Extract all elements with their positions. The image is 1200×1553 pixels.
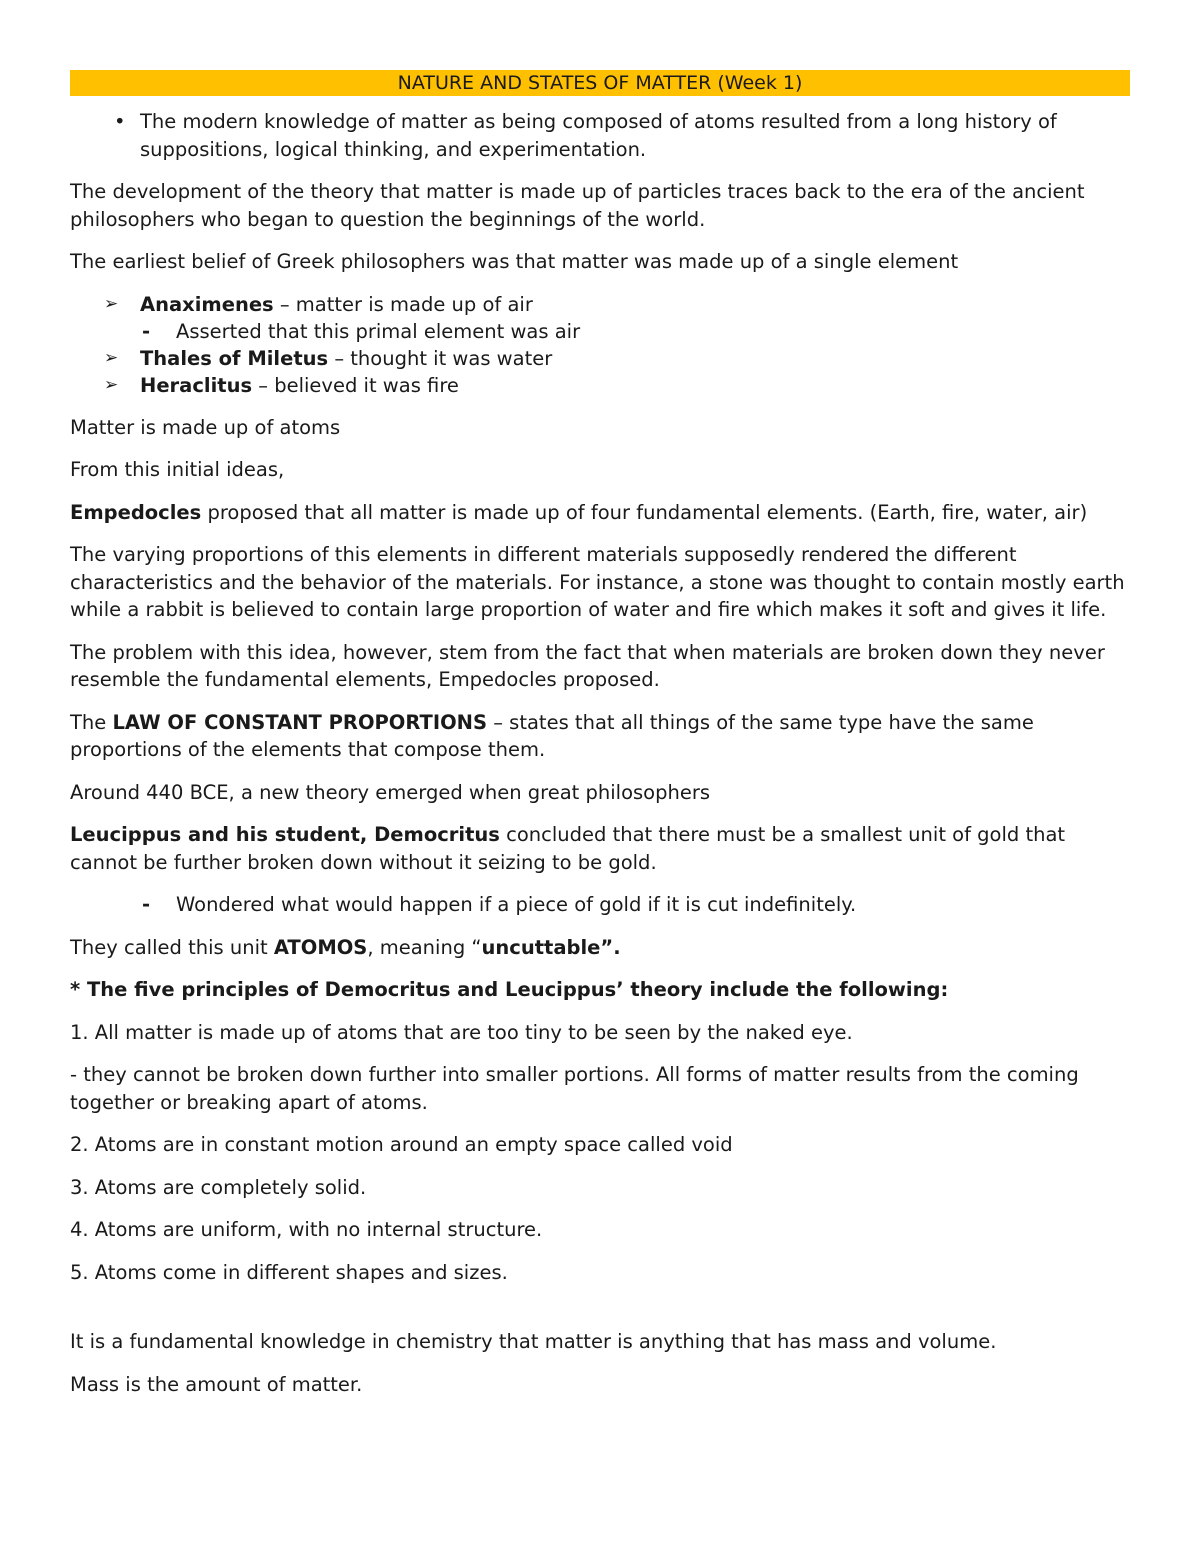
paragraph-empedocles	[70, 499, 1130, 527]
wondered-text: Wondered what would happen if a piece of gold if it is cut indefinitely.	[176, 893, 857, 916]
subitem-text: Asserted that this primal element was air	[176, 319, 581, 343]
philosopher-desc: – believed it was fire	[252, 373, 459, 397]
blank-line	[70, 1301, 1130, 1328]
list-item-anaximenes	[70, 291, 1130, 318]
arrow-bullet-icon: ➢	[104, 374, 119, 395]
law-text: – states that all things of the same type have the same proportions of the elements that compose them.	[70, 710, 1034, 761]
law-name: LAW OF CONSTANT PROPORTIONS	[112, 710, 488, 734]
principles-heading	[70, 976, 1130, 1004]
list-subitem-anaximenes	[70, 318, 1130, 345]
dash-bullet-icon: -	[142, 893, 151, 916]
paragraph-development: The development of the theory that matter is made up of particles traces back to the era of the ancient philosophers who began to question the beginnings of the world.	[70, 180, 1085, 231]
principle-5: 5. Atoms come in different shapes and sizes.	[70, 1260, 508, 1284]
intro-bullet-text: The modern knowledge of matter as being composed of atoms resulted from a long history of suppositions, logical thinking, and experimentation.	[140, 110, 1057, 161]
paragraph-atoms: Matter is made up of atoms	[70, 415, 341, 439]
philosopher-name: Thales of Miletus	[140, 346, 329, 370]
principle-2: 2. Atoms are in constant motion around an empty space called void	[70, 1133, 733, 1156]
paragraph-atomos	[70, 934, 1130, 962]
philosopher-desc: – thought it was water	[328, 346, 553, 370]
arrow-bullet-icon: ➢	[104, 293, 119, 314]
atomos-prefix: They called this unit	[70, 935, 274, 959]
principle-1-detail: - they cannot be broken down further into smaller portions. All forms of matter results from the coming together or breaking apart of atoms.	[70, 1063, 1079, 1114]
paragraph-mass: Mass is the amount of matter.	[70, 1372, 363, 1396]
principle-3: 3. Atoms are completely solid.	[70, 1175, 367, 1199]
law-prefix: The	[70, 710, 113, 734]
paragraph-earliest-belief: The earliest belief of Greek philosophers was that matter was made up of a single element	[70, 250, 959, 273]
paragraph-fundamental: It is a fundamental knowledge in chemistry that matter is anything that has mass and volume.	[70, 1330, 997, 1353]
intro-bullet	[70, 108, 1130, 163]
atomos-meaning: uncuttable”.	[481, 935, 621, 959]
philosopher-name: Heraclitus	[140, 373, 253, 397]
principle-4: 4. Atoms are uniform, with no internal structure.	[70, 1218, 543, 1241]
document-title: NATURE AND STATES OF MATTER (Week 1)	[70, 70, 1130, 96]
paragraph-initial-ideas: From this initial ideas,	[70, 458, 285, 481]
dash-bullet-icon: -	[142, 319, 151, 343]
empedocles-text: proposed that all matter is made up of four fundamental elements. (Earth, fire, water, air)	[201, 500, 1088, 524]
list-item-thales	[70, 345, 1130, 372]
wondered-item	[70, 891, 1130, 919]
paragraph-problem: The problem with this idea, however, stem from the fact that when materials are broken down they never resemble the fundamental elements, Empedocles proposed.	[70, 640, 1105, 691]
bullet-icon: •	[114, 110, 126, 133]
philosopher-desc: – matter is made up of air	[273, 292, 533, 316]
principle-1: 1. All matter is made up of atoms that are too tiny to be seen by the naked eye.	[70, 1020, 853, 1044]
philosophers-list	[70, 291, 1130, 399]
paragraph-around-440: Around 440 BCE, a new theory emerged when great philosophers	[70, 780, 711, 804]
leucippus-name: Leucippus and his student, Democritus	[70, 823, 500, 846]
philosopher-name: Anaximenes	[140, 292, 274, 316]
list-item-heraclitus	[70, 372, 1130, 399]
arrow-bullet-icon: ➢	[104, 347, 119, 368]
atomos-middle: , meaning “	[367, 935, 482, 959]
atomos-word: ATOMOS	[273, 935, 368, 959]
document-page	[70, 70, 1130, 1413]
principles-heading-text: * The five principles of Democritus and Leucippus’ theory include the following:	[70, 978, 949, 1001]
paragraph-leucippus	[70, 821, 1130, 876]
empedocles-name: Empedocles	[70, 500, 202, 524]
leucippus-text: concluded that there must be a smallest unit of gold that cannot be further broken down without it seizing to be gold.	[70, 823, 1066, 874]
paragraph-varying-proportions: The varying proportions of this elements in different materials supposedly rendered the different characteristics and the behavior of the materials. For instance, a stone was thought to contain mostly earth while a rabbit is believed to contain large proportion of water and fire which makes it soft and gives it life.	[70, 543, 1125, 621]
paragraph-law	[70, 709, 1130, 764]
